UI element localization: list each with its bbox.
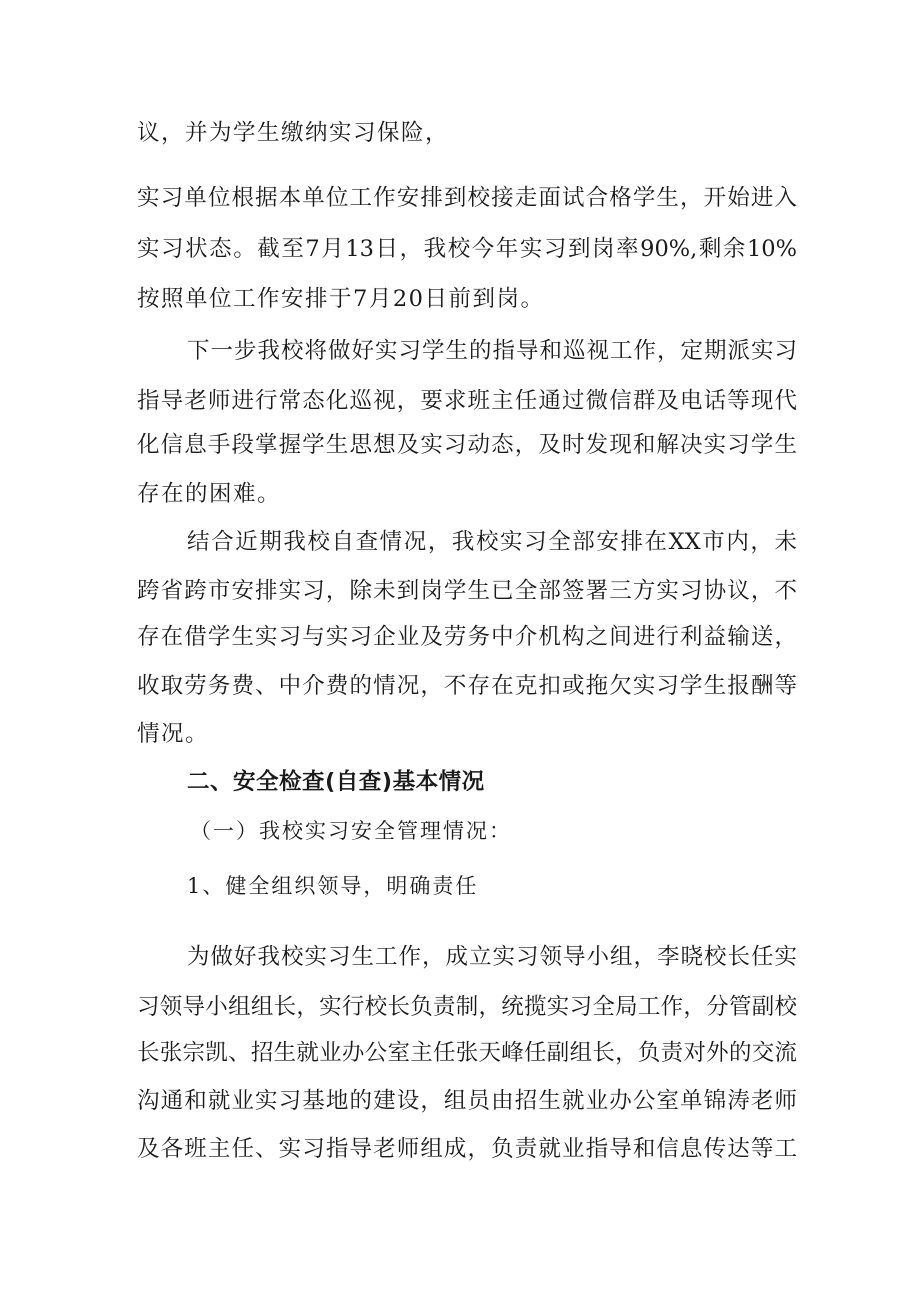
text-line: 存在借学生实习与实习企业及劳务中介机构之间进行利益输送，	[137, 624, 797, 650]
text-line: 沟通和就业实习基地的建设，组员由招生就业办公室单锦涛老师	[137, 1088, 797, 1114]
section-heading: 二、安全检查(自查)基本情况	[187, 769, 485, 795]
text-line: 情况。	[137, 721, 210, 747]
text-line: 长张宗凯、招生就业办公室主任张天峰任副组长，负责对外的交流	[137, 1040, 797, 1066]
text-line: 习领导小组组长，实行校长负责制，统揽实习全局工作，分管副校	[137, 994, 797, 1020]
text-line: 结合近期我校自查情况，我校实习全部安排在XX市内，未	[187, 529, 797, 555]
text-line: 实习单位根据本单位工作安排到校接走面试合格学生，开始进入	[137, 185, 797, 211]
text-line: 存在的困难。	[137, 481, 282, 507]
text-line: 跨省跨市安排实习，除未到岗学生已全部签署三方实习协议，不	[137, 578, 797, 604]
text-line: 议，并为学生缴纳实习保险，	[137, 120, 450, 146]
text-line: 收取劳务费、中介费的情况，不存在克扣或拖欠实习学生报酬等	[137, 673, 797, 699]
text-line: 按照单位工作安排于7月20日前到岗。	[137, 286, 545, 312]
item-heading: 1、健全组织领导，明确责任	[187, 874, 479, 898]
text-line: 实习状态。截至7月13日，我校今年实习到岗率90%,剩余10%	[137, 236, 797, 262]
text-line: 及各班主任、实习指导老师组成，负责就业指导和信息传达等工	[137, 1136, 797, 1162]
subsection-heading: （一）我校实习安全管理情况：	[190, 819, 512, 843]
text-line: 化信息手段掌握学生思想及实习动态，及时发现和解决实习学生	[137, 432, 797, 458]
text-line: 为做好我校实习生工作，成立实习领导小组，李晓校长任实	[187, 944, 797, 970]
text-line: 指导老师进行常态化巡视，要求班主任通过微信群及电话等现代	[137, 388, 797, 414]
text-line: 下一步我校将做好实习学生的指导和巡视工作，定期派实习	[187, 338, 797, 364]
